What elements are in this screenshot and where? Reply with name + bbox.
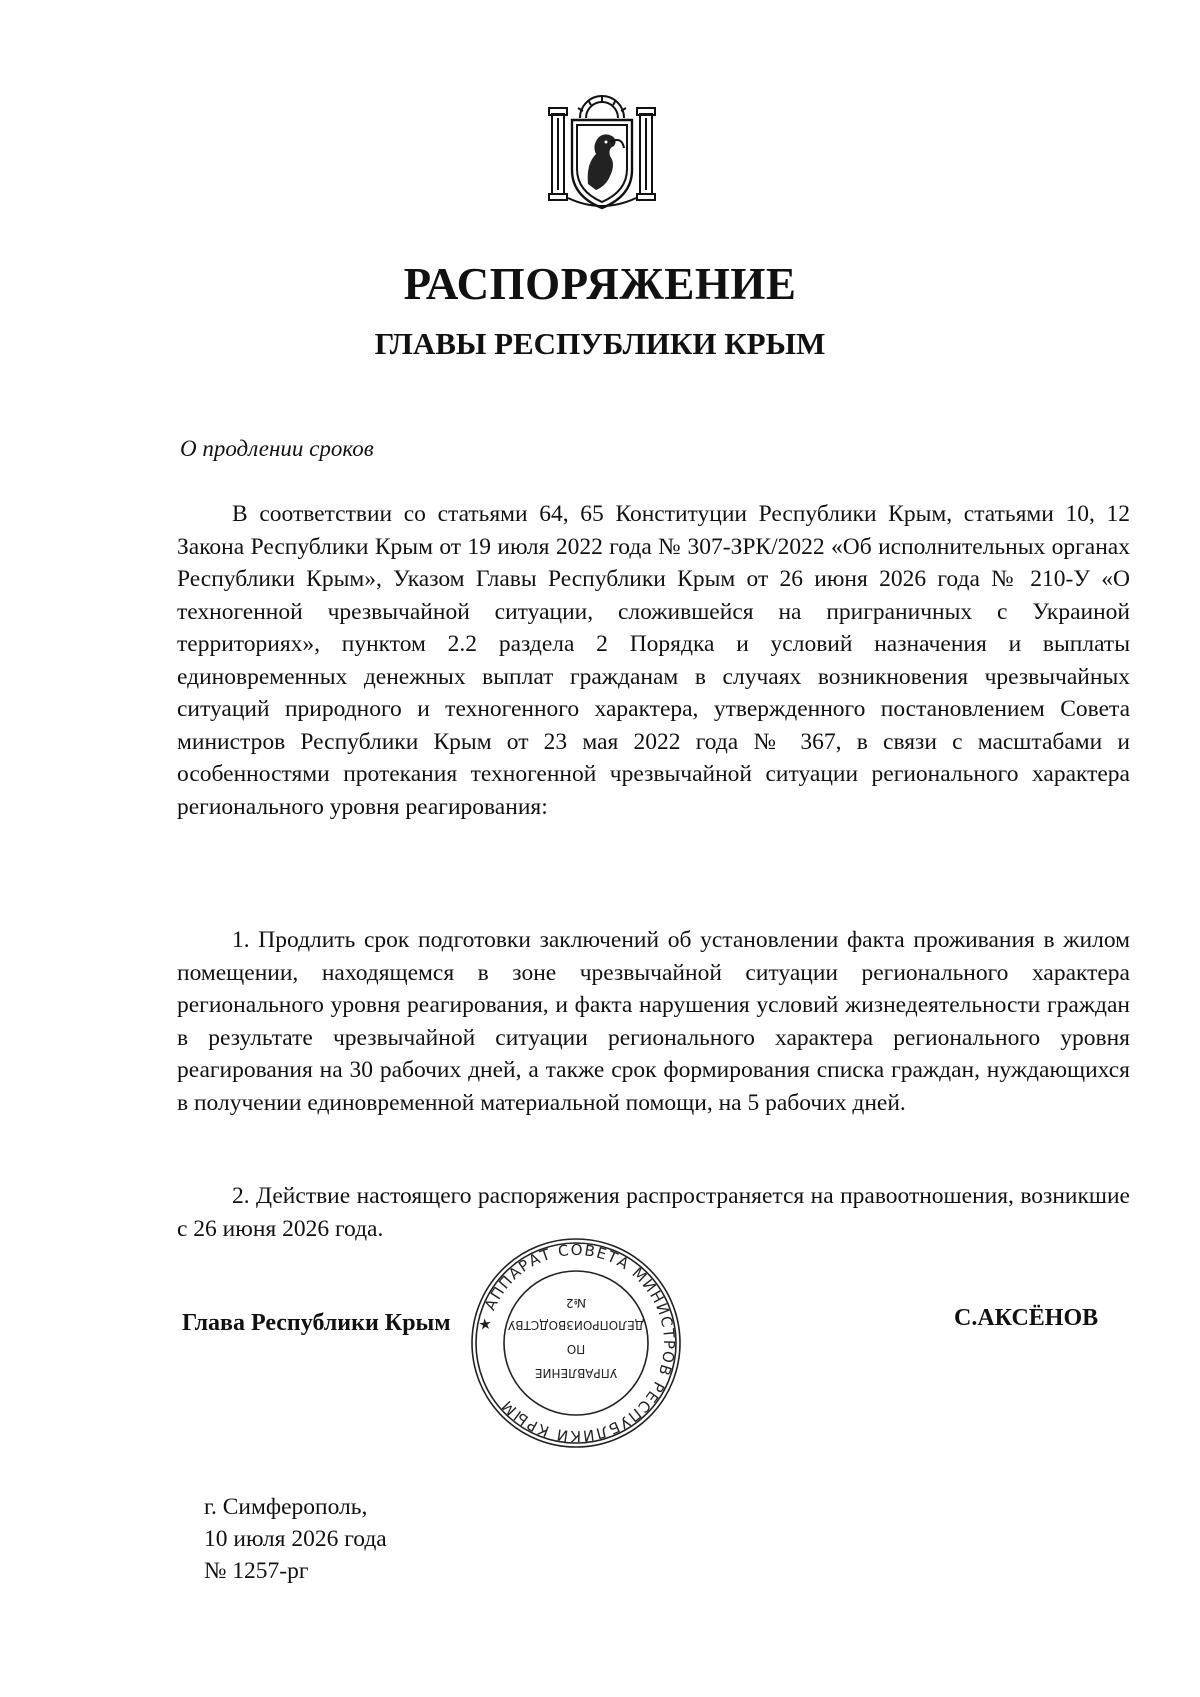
signatory-position: Глава Республики Крым	[182, 1310, 451, 1336]
document-subject: О продлении сроков	[180, 436, 374, 461]
stamp-inner-line: ДЕЛОПРОИЗВОДСТВУ	[507, 1318, 645, 1332]
issue-place: г. Симферополь,	[204, 1494, 368, 1520]
paragraph-text: 1. Продлить срок подготовки заключений об установлении факта проживания в жилом помещении, находящемся в зоне чрезвычайной ситуации регионального характера регионального уровня реагирования, и факта нарушения условий жизнедеятельности граждан в результате чрезвычайной ситуации регионального характера регионального уровня реагирования на 30 рабочих дней, а также срок формирования списка граждан, нуждающихся в получении единовременной материальной помощи, на 5 рабочих дней.	[177, 927, 1130, 1116]
document-subtitle: ГЛАВЫ РЕСПУБЛИКИ КРЫМ	[374, 326, 826, 361]
clause-1-paragraph	[177, 924, 1130, 1119]
paragraph-text: В соответствии со статьями 64, 65 Конституции Республики Крым, статьями 10, 12 Закона Республики Крым от 19 июля 2022 года № 307-ЗРК/2022 «Об исполнительных органах Республики Крым», Указом Главы Республики Крым от 26 июня 2026 года № 210-У «О техногенной чрезвычайной ситуации, сложившейся на приграничных с Украиной территориях», пунктом 2.2 раздела 2 Порядка и условий назначения и выплаты единовременных денежных выплат гражданам в случаях возникновения чрезвычайных ситуаций природного и техногенного характера, утвержденного постановлением Совета министров Республики Крым от 23 мая 2022 года № 367, в связи с масштабами и особенностями протекания техногенной чрезвычайной ситуации регионального характера регионального уровня реагирования:	[177, 501, 1130, 820]
official-stamp	[468, 1235, 684, 1451]
stamp-inner-line: №2	[565, 1296, 587, 1310]
signatory-name: С.АКСЁНОВ	[954, 1305, 1099, 1331]
document-footer	[204, 1491, 387, 1587]
paragraph-text: 2. Действие настоящего распоряжения распространяется на правоотношения, возникшие с 26 июня 2026 года.	[177, 1183, 1130, 1242]
coat-of-arms-icon	[548, 92, 656, 214]
stamp-outer-text: ★ АППАРАТ СОВЕТА МИНИСТРОВ РЕСПУБЛИКИ КРЫМ	[474, 1240, 679, 1446]
issue-date: 10 июля 2026 года	[204, 1526, 387, 1552]
document-number: № 1257-рг	[204, 1558, 309, 1584]
preamble-paragraph	[177, 498, 1130, 823]
stamp-inner-line: ПО	[566, 1342, 586, 1356]
document-title: РАСПОРЯЖЕНИЕ	[403, 259, 797, 309]
stamp-inner-line: УПРАВЛЕНИЕ	[534, 1366, 618, 1380]
